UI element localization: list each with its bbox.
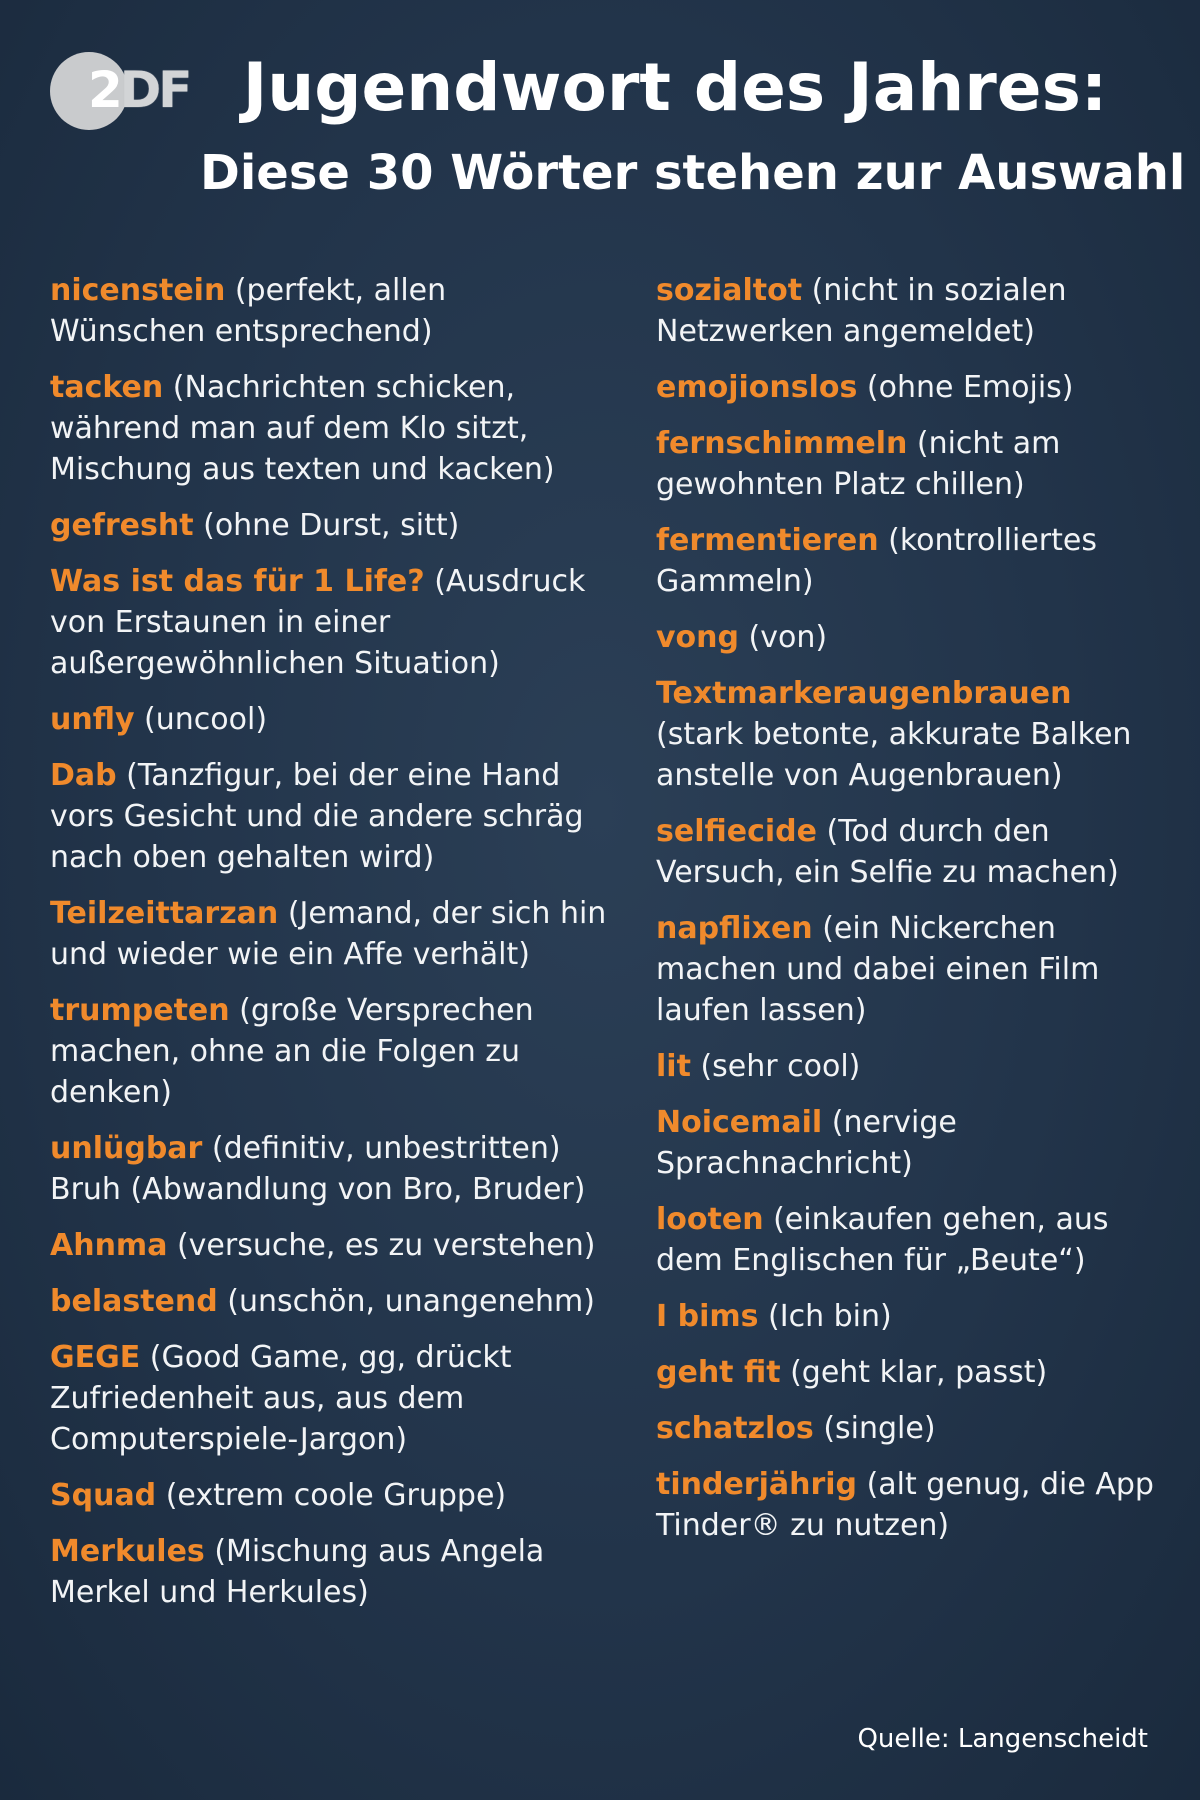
- word-entry: [656, 1464, 1166, 1546]
- word-term: selfiecide: [656, 814, 817, 849]
- word-term: gefresht: [50, 508, 194, 543]
- word-term: fermentieren: [656, 523, 879, 558]
- word-term: tacken: [50, 370, 164, 405]
- word-entry: [50, 1475, 610, 1516]
- word-term: tinderjährig: [656, 1467, 858, 1502]
- word-entry: [50, 893, 610, 975]
- word-definition: (ohne Durst, sitt): [193, 508, 460, 543]
- logo-text-part2: DF: [119, 61, 190, 119]
- word-entry: [656, 1296, 1166, 1337]
- word-definition: (einkaufen gehen, aus dem Englischen für „Beute“): [656, 1202, 1109, 1278]
- word-entry: [656, 423, 1166, 505]
- word-term: Noicemail: [656, 1105, 823, 1140]
- word-term: I bims: [656, 1299, 759, 1334]
- word-entry: [50, 1128, 610, 1210]
- word-definition: (Jemand, der sich hin und wieder wie ein Affe verhält): [50, 896, 607, 972]
- word-definition: (nicht in sozialen Netzwerken angemeldet): [656, 273, 1067, 349]
- word-term: fernschimmeln: [656, 426, 908, 461]
- word-entry: [50, 1281, 610, 1322]
- word-term: Textmarkeraugenbrauen: [656, 676, 1072, 711]
- word-definition: (perfekt, allen Wünschen entsprechend): [50, 273, 447, 349]
- word-definition: (uncool): [134, 702, 268, 737]
- word-entry: [656, 811, 1166, 893]
- word-definition: (von): [739, 620, 828, 655]
- right-word-list: [656, 270, 1166, 1561]
- word-definition: (definitiv, unbestritten) Bruh (Abwandlung von Bro, Bruder): [50, 1131, 586, 1207]
- word-entry: [656, 1199, 1166, 1281]
- word-definition: (Mischung aus Angela Merkel und Herkules): [50, 1534, 545, 1610]
- word-entry: [50, 990, 610, 1113]
- word-definition: (sehr cool): [690, 1049, 861, 1084]
- word-entry: [656, 1408, 1166, 1449]
- word-definition: (Ich bin): [758, 1299, 892, 1334]
- word-definition: (extrem coole Gruppe): [156, 1478, 507, 1513]
- word-entry: [656, 270, 1166, 352]
- word-definition: (nicht am gewohnten Platz chillen): [656, 426, 1061, 502]
- word-term: looten: [656, 1202, 764, 1237]
- word-term: Was ist das für 1 Life?: [50, 564, 425, 599]
- word-entry: [656, 1102, 1166, 1184]
- word-definition: (ein Nickerchen machen und dabei einen Film laufen lassen): [656, 911, 1100, 1028]
- word-definition: (geht klar, passt): [780, 1355, 1048, 1390]
- word-entry: [50, 699, 610, 740]
- word-term: vong: [656, 620, 739, 655]
- word-entry: [50, 505, 610, 546]
- left-word-list: [50, 270, 610, 1628]
- word-entry: [656, 1046, 1166, 1087]
- word-definition: (single): [813, 1411, 936, 1446]
- word-entry: [656, 908, 1166, 1031]
- word-entry: [50, 1531, 610, 1613]
- word-term: Merkules: [50, 1534, 205, 1569]
- word-term: trumpeten: [50, 993, 230, 1028]
- word-definition: (ohne Emojis): [857, 370, 1074, 405]
- logo-text-part1: 2: [88, 61, 120, 119]
- word-entry: [50, 561, 610, 684]
- word-definition: (stark betonte, akkurate Balken anstelle von Augenbrauen): [656, 717, 1132, 793]
- word-term: Dab: [50, 758, 117, 793]
- word-term: unlügbar: [50, 1131, 203, 1166]
- word-term: unfly: [50, 702, 135, 737]
- word-definition: (Tanzfigur, bei der eine Hand vors Gesicht und die andere schräg nach oben gehalten wird): [50, 758, 584, 875]
- word-entry: [50, 367, 610, 490]
- page-subtitle: Diese 30 Wörter stehen zur Auswahl: [200, 145, 1186, 201]
- word-entry: [50, 1225, 610, 1266]
- word-definition: (Good Game, gg, drückt Zufriedenheit aus, aus dem Computerspiele-Jargon): [50, 1340, 512, 1457]
- word-entry: [656, 367, 1166, 408]
- word-term: schatzlos: [656, 1411, 814, 1446]
- word-definition: (Nachrichten schicken, während man auf dem Klo sitzt, Mischung aus texten und kacken): [50, 370, 555, 487]
- word-term: napflixen: [656, 911, 813, 946]
- word-definition: (unschön, unangenehm): [217, 1284, 595, 1319]
- word-definition: (große Versprechen machen, ohne an die Folgen zu denken): [50, 993, 534, 1110]
- word-entry: [656, 520, 1166, 602]
- word-term: geht fit: [656, 1355, 781, 1390]
- word-term: GEGE: [50, 1340, 141, 1375]
- word-entry: [50, 270, 610, 352]
- word-entry: [656, 673, 1166, 796]
- logo-text: [88, 60, 189, 120]
- word-term: Squad: [50, 1478, 157, 1513]
- word-term: Ahnma: [50, 1228, 168, 1263]
- word-entry: [656, 1352, 1166, 1393]
- word-definition: (Tod durch den Versuch, ein Selfie zu machen): [656, 814, 1119, 890]
- word-entry: [50, 1337, 610, 1460]
- zdf-logo: [50, 52, 190, 130]
- word-definition: (kontrolliertes Gammeln): [656, 523, 1097, 599]
- word-term: sozialtot: [656, 273, 803, 308]
- word-definition: (versuche, es zu verstehen): [167, 1228, 596, 1263]
- word-entry: [656, 617, 1166, 658]
- word-definition: (nervige Sprachnachricht): [656, 1105, 957, 1181]
- word-term: Teilzeittarzan: [50, 896, 279, 931]
- word-term: emojionslos: [656, 370, 858, 405]
- word-term: belastend: [50, 1284, 218, 1319]
- word-term: lit: [656, 1049, 691, 1084]
- word-term: nicenstein: [50, 273, 226, 308]
- source-credit: Quelle: Langenscheidt: [857, 1724, 1148, 1754]
- word-definition: (alt genug, die App Tinder® zu nutzen): [656, 1467, 1154, 1543]
- page-title: Jugendwort des Jahres:: [242, 49, 1108, 126]
- word-definition: (Ausdruck von Erstaunen in einer außergewöhnlichen Situation): [50, 564, 586, 681]
- word-entry: [50, 755, 610, 878]
